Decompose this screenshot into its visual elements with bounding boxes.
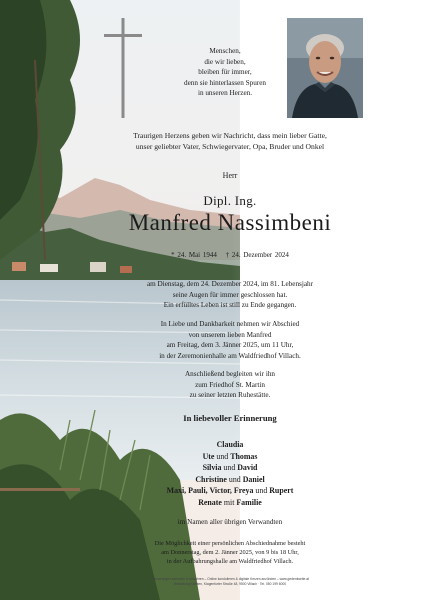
poem-line: in unseren Herzen. [197, 89, 253, 98]
paragraph-line: in der Zeremonienhalle am Waldfriedhof Villach. [159, 351, 301, 360]
intro-line: Traurigen Herzens geben wir Nachricht, dass mein lieber Gatte, [133, 131, 327, 140]
family-name: Ute [202, 451, 215, 461]
family-name: Rupert [269, 486, 294, 496]
death-date: † 24. Dezember 2024 [225, 251, 289, 259]
paragraph-line: am Freitag, dem 3. Jänner 2025, um 11 Uhr, [166, 341, 294, 349]
other-relatives: im Namen aller übrigen Verwandten [177, 518, 283, 526]
intro-line: unser geliebter Vater, Schwiegervater, Opa, Bruder und Onkel [135, 142, 325, 152]
family-conjunction: und [226, 474, 243, 484]
family-conjunction: mit [221, 497, 237, 507]
family-name: Familie [236, 497, 262, 507]
family-name: Christine [195, 474, 227, 484]
academic-title: Dipl. Ing. [203, 193, 257, 208]
poem [150, 46, 300, 99]
family-name: Silvia [202, 463, 222, 473]
cross-icon [104, 18, 142, 118]
family-conjunction: und [214, 451, 231, 461]
paragraph-line: seine Augen für immer geschlossen hat. [172, 290, 288, 299]
ceremony-paragraph [60, 319, 400, 361]
paragraph-line: Anschließend begleiten wir ihn [184, 370, 276, 378]
paragraph-line: In Liebe und Dankbarkeit nehmen wir Abschied [160, 320, 300, 328]
family-line [60, 485, 400, 497]
family-name: Renate [198, 497, 222, 507]
family-line [60, 439, 400, 451]
birth-date: * 24. Mai 1944 [171, 251, 217, 259]
paragraph-line: am Dienstag, dem 24. Dezember 2024, im 81. Lebensjahr [146, 280, 314, 288]
family-name: Maxi, Pauli, Victor, Freya [166, 486, 254, 496]
intro-text [60, 130, 400, 152]
note-line: am Donnerstag, dem 2. Jänner 2025, von 9 bis 18 Uhr, [161, 549, 299, 556]
family-name: Daniel [242, 474, 265, 484]
paragraph-line: Ein erfülltes Leben ist still zu Ende gegangen. [163, 301, 297, 309]
family-name: Claudia [216, 440, 244, 449]
paragraph-line: von unserem lieben Manfred [188, 330, 272, 339]
footer-imprint [60, 577, 400, 586]
paragraph-line: zu seiner letzten Ruhestätte. [189, 391, 271, 399]
viewing-note [60, 539, 400, 566]
family-name: David [237, 463, 258, 473]
family-conjunction: und [253, 486, 270, 496]
family-list [60, 439, 400, 509]
deceased-name: Manfred Nassimbeni [128, 210, 332, 235]
family-conjunction: und [221, 463, 238, 473]
note-line: Die Möglichkeit einer persönlichen Abschiednahme besteht [154, 540, 306, 547]
family-name: Thomas [230, 451, 258, 461]
footer-line: Erinnerungen sammeln & bewahren – Online kondolieren & digitale Kerzen anzünden – www.gedenkseite.at [151, 577, 309, 581]
family-line [60, 462, 400, 474]
remembrance-heading: In liebevoller Erinnerung [183, 413, 277, 423]
poem-line: bleiben für immer, [198, 68, 252, 77]
poem-line: Menschen, [209, 47, 241, 55]
poem-line: die wir lieben, [204, 57, 246, 66]
salutation: Herr [222, 171, 238, 180]
death-paragraph [60, 279, 400, 311]
family-line [60, 497, 400, 509]
paragraph-line: zum Friedhof St. Martin [195, 380, 265, 389]
family-line [60, 474, 400, 486]
life-dates [60, 251, 400, 259]
note-line: in der Aufbahrungshalle am Waldfriedhof Villach. [166, 558, 294, 565]
burial-paragraph [60, 369, 400, 401]
poem-line: denn sie hinterlassen Spuren [183, 78, 267, 87]
family-line [60, 451, 400, 463]
footer-line: Bestattung Kärnten, Klagenfurter Straße 48, 9500 Villach · Tel. 050 199 6000 [173, 581, 287, 586]
